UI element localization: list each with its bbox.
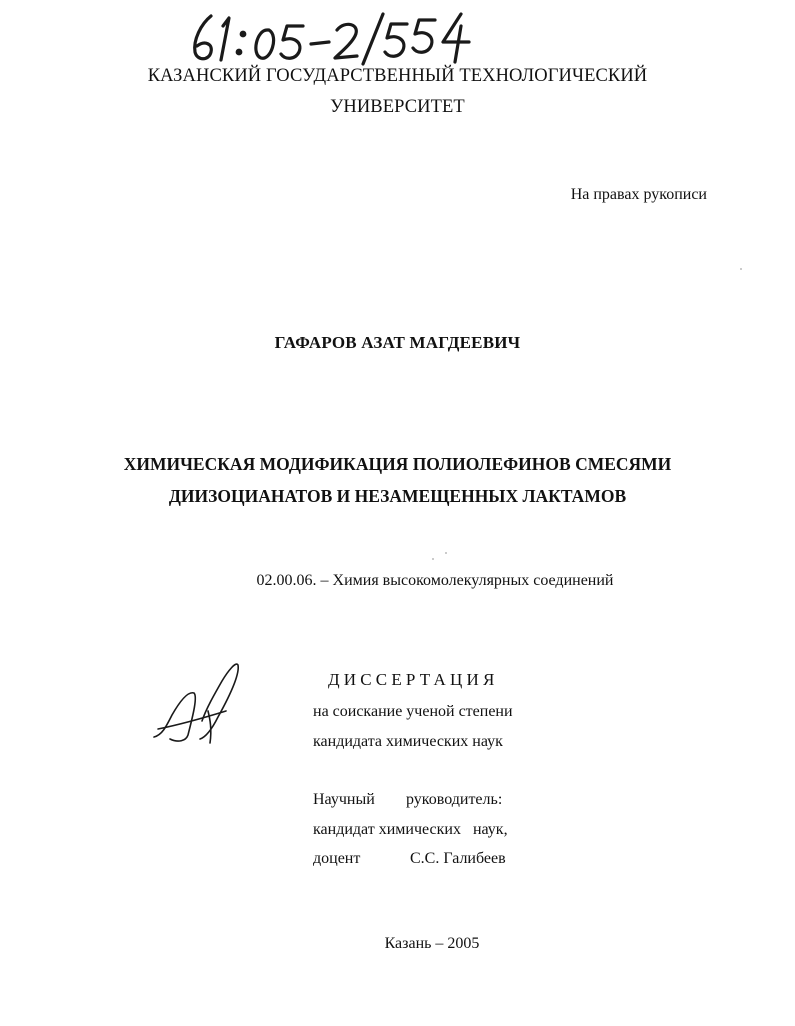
thesis-title-line-2: ДИИЗОЦИАНАТОВ И НЕЗАМЕЩЕННЫХ ЛАКТАМОВ [168,486,627,506]
scan-speck [432,558,434,560]
author-name: ГАФАРОВ АЗАТ МАГДЕЕВИЧ [274,333,521,352]
supervisor-label-b: руководитель: [406,791,503,808]
scan-speck [445,552,447,554]
city-year: Казань – 2005 [384,935,480,952]
dissertation-heading: ДИССЕРТАЦИЯ [328,670,499,689]
thesis-title-line-1: ХИМИЧЕСКАЯ МОДИФИКАЦИЯ ПОЛИОЛЕФИНОВ СМЕСЯМИ [123,454,672,474]
degree-line-2: кандидата химических наук [313,733,503,750]
supervisor-position: доцент [313,850,361,867]
rights-note: На правах рукописи [570,186,707,203]
institution-line-1: КАЗАНСКИЙ ГОСУДАРСТВЕННЫЙ ТЕХНОЛОГИЧЕСКИЙ [147,66,648,86]
supervisor-name: С.С. Галибеев [410,850,506,867]
archive-code-handwritten [185,8,475,66]
degree-line-1: на соискание ученой степени [313,703,513,720]
supervisor-degree: кандидат химических наук, [313,821,508,838]
scan-speck [740,268,742,270]
specialty-code: 02.00.06. – Химия высокомолекулярных соединений [256,572,614,589]
supervisor-label-a: Научный [313,791,375,808]
signature [148,655,248,770]
institution-line-2: УНИВЕРСИТЕТ [330,97,465,117]
